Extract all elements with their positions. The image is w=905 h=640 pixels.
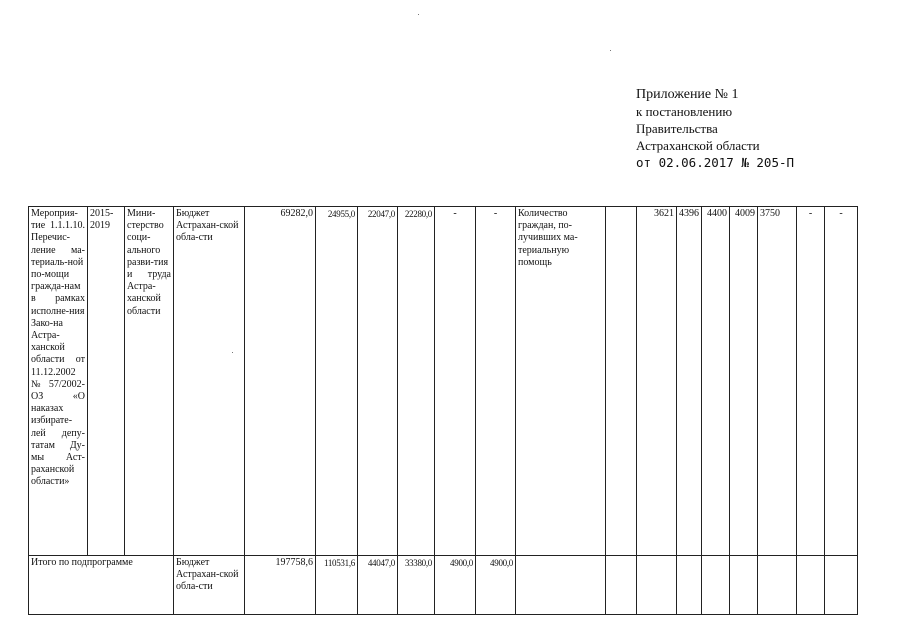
activity-2018: - [453,208,457,219]
subtotal-empty-cell [516,556,606,615]
appendix-line-resolution: к постановлению [636,104,733,119]
unit-cell [606,207,637,556]
activity-2016: 22047,0 [367,209,395,219]
indicator-cell [516,207,606,556]
year-2017-cell [398,207,435,556]
indicator-2018: 3750 [760,208,780,219]
activity-2019: - [493,208,498,219]
indicator-2018-cell [758,207,797,556]
indicator-end-cell [825,207,858,556]
scan-speck [418,14,419,15]
subtotal-source: Бюджет Астрахан-ской обла-сти [176,557,239,593]
indicator-base: 3621 [654,208,674,219]
activity-name: Мероприя-тие 1.1.1.10. Перечис-ление ма-териаль-ной по-мощи гражда-нам в рамках исполне-ния Зако-на Астра-ханской области от 11.12.2002 №57/2002-ОЗ «О наказах избирате-лей депу-татам Ду-мы Аст-раханской области» [31,208,85,488]
year-2019-cell [476,207,516,556]
subtotal-2017: 33380,0 [404,558,432,568]
indicator-base-cell [637,207,677,556]
indicator-2016-cell [702,207,730,556]
indicator-2019-cell [797,207,825,556]
appendix-line-government: Правительства [636,121,718,136]
activity-2017: 22280,0 [404,209,432,219]
total-cell [245,207,316,556]
activity-name-cell [29,207,88,556]
subtotal-source-cell [174,556,245,615]
subtotal-empty-cell [702,556,730,615]
indicator-2019: - [808,208,813,219]
subtotal-empty-cell [797,556,825,615]
subtotal-2016-cell [358,556,398,615]
activity-source: Бюджет Астрахан-ской обла-сти [176,208,239,244]
indicator-2015-cell [677,207,702,556]
subtotal-total: 197758,6 [275,557,313,568]
year-2015-cell [316,207,358,556]
subtotal-2015: 110531,6 [323,558,355,568]
subtotal-2016: 44047,0 [367,558,395,568]
subtotal-empty-cell [677,556,702,615]
activity-total: 69282,0 [280,208,313,219]
scan-speck [232,352,233,353]
scan-speck [610,50,611,51]
executor-cell [125,207,174,556]
subtotal-empty-cell [758,556,797,615]
table-row [29,207,858,556]
activity-period: 2015-2019 [90,208,114,232]
year-2016-cell [358,207,398,556]
indicator-2016: 4400 [707,208,727,219]
subtotal-2019: 4900,0 [490,558,513,568]
indicator-2017: 4009 [735,208,755,219]
indicator-2015: 4396 [679,208,699,219]
subtotal-2018-cell [435,556,476,615]
period-cell [88,207,125,556]
subtotal-empty-cell [825,556,858,615]
subtotal-2017-cell [398,556,435,615]
table-row [29,556,858,615]
subtotal-2015-cell [316,556,358,615]
year-2018-cell [435,207,476,556]
subtotal-total-cell [245,556,316,615]
appendix-date-number: от 02.06.2017 № 205-П [636,155,795,170]
subtotal-empty-cell [606,556,637,615]
indicator-2017-cell [730,207,758,556]
activity-executor: Мини-стерство соци-ального разви-тия и труда Астра-ханской области [127,208,171,317]
indicator-name: Количество граждан, по-лучивших ма-териальную помощь [518,208,578,268]
subtotal-empty-cell [730,556,758,615]
subtotal-empty-cell [637,556,677,615]
subtotal-2018: 4900,0 [450,558,473,568]
activity-2015: 24955,0 [327,209,355,219]
appendix-header [636,86,794,171]
appendix-line-region: Астраханской области [636,138,760,153]
appendix-number: Приложение № 1 [636,87,739,102]
indicator-end: - [839,208,843,219]
subtotal-label-cell [29,556,174,615]
program-table [28,206,858,615]
source-cell [174,207,245,556]
subtotal-label: Итого по подпрограмме [31,557,133,568]
subtotal-2019-cell [476,556,516,615]
